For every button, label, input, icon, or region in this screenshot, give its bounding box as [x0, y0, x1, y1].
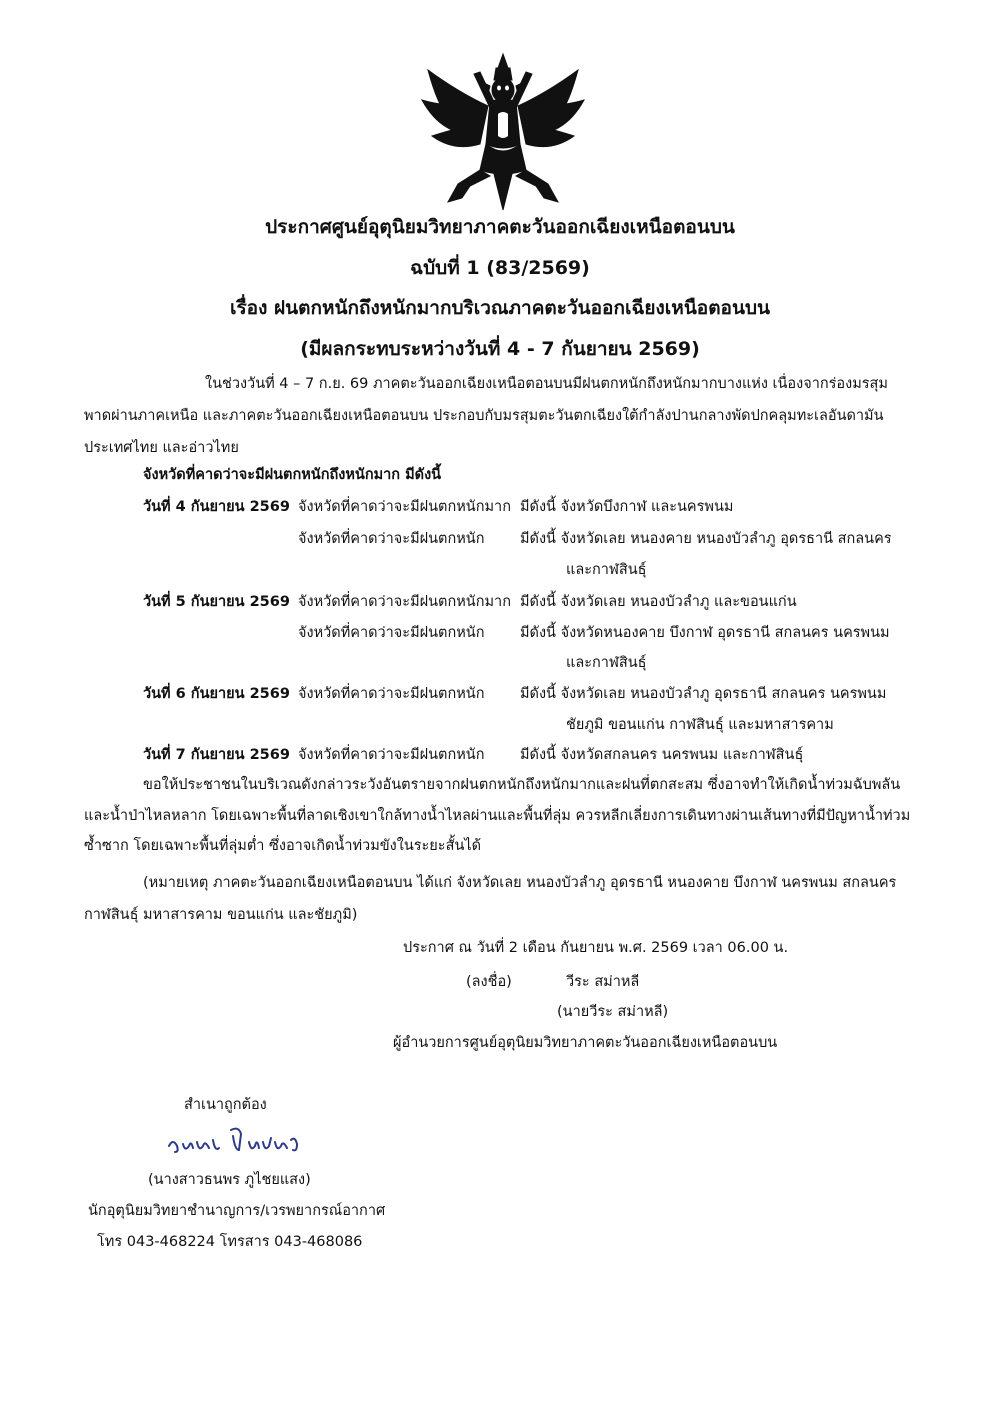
intro-line: ประเทศไทย และอ่าวไทย — [84, 440, 239, 456]
note-line: (หมายเหตุ ภาคตะวันออกเฉียงเหนือตอนบน ได้แก่ จังหวัดเลย หนองบัวลำภู อุดรธานี หนองคาย บึงกาฬ นครพนม สกลนคร — [143, 875, 897, 891]
forecast-provinces: มีดังนี้ จังหวัดเลย หนองบัวลำภู อุดรธานี สกลนคร นครพนม — [520, 686, 887, 702]
forecast-category: จังหวัดที่คาดว่าจะมีฝนตกหนักมาก — [298, 594, 511, 610]
forecast-provinces: และกาฬสินธุ์ — [566, 655, 647, 671]
forecast-provinces: ชัยภูมิ ขอนแก่น กาฬสินธุ์ และมหาสารคาม — [566, 717, 834, 733]
forecast-date: วันที่ 4 กันยายน 2569 — [143, 499, 290, 515]
forecast-provinces: มีดังนี้ จังหวัดเลย หนองบัวลำภู และขอนแก่น — [520, 594, 797, 610]
forecast-provinces: มีดังนี้ จังหวัดบึงกาฬ และนครพนม — [520, 499, 734, 515]
subject-line: เรื่อง ฝนตกหนักถึงหนักมากบริเวณภาคตะวันออกเฉียงเหนือตอนบน — [229, 297, 770, 319]
forecast-date: วันที่ 6 กันยายน 2569 — [143, 686, 290, 702]
signer-signature: วีระ สม่าหลี — [566, 974, 640, 990]
warning-line: ขอให้ประชาชนในบริเวณดังกล่าวระวังอันตรายจากฝนตกหนักถึงหนักมากและฝนที่ตกสะสม ซึ่งอาจทำให้เกิดน้ำท่วมฉับพลัน — [143, 777, 901, 793]
certified-copy-label: สำเนาถูกต้อง — [184, 1097, 267, 1113]
copy-signer-position: นักอุตุนิยมวิทยาชำนาญการ/เวรพยากรณ์อากาศ — [88, 1203, 386, 1219]
forecast-provinces: มีดังนี้ จังหวัดหนองคาย บึงกาฬ อุดรธานี สกลนคร นครพนม — [520, 625, 890, 641]
announcement-date: ประกาศ ณ วันที่ 2 เดือน กันยายน พ.ศ. 2569 เวลา 06.00 น. — [403, 940, 789, 956]
copy-signer-name: (นางสาวธนพร ภูไชยแสง) — [148, 1172, 311, 1188]
handwritten-signature — [165, 1124, 305, 1158]
forecast-category: จังหวัดที่คาดว่าจะมีฝนตกหนัก — [298, 625, 485, 641]
forecast-provinces: มีดังนี้ จังหวัดสกลนคร นครพนม และกาฬสินธุ์ — [520, 747, 804, 763]
forecast-category: จังหวัดที่คาดว่าจะมีฝนตกหนัก — [298, 686, 485, 702]
forecast-provinces: และกาฬสินธุ์ — [566, 562, 647, 578]
intro-line: พาดผ่านภาคเหนือ และภาคตะวันออกเฉียงเหนือตอนบน ประกอบกับมรสุมตะวันตกเฉียงใต้กำลังปานกลางพัดปกคลุมทะเลอันดามัน — [84, 408, 884, 424]
forecast-category: จังหวัดที่คาดว่าจะมีฝนตกหนักมาก — [298, 499, 511, 515]
signer-name: (นายวีระ สม่าหลี) — [557, 1004, 669, 1020]
warning-line: และน้ำป่าไหลหลาก โดยเฉพาะพื้นที่ลาดเชิงเขาใกล้ทางน้ำไหลผ่านและพื้นที่ลุ่ม ควรหลีกเลี่ยงการเดินทางผ่านเส้นทางที่มีปัญหาน้ำท่วม — [84, 808, 911, 824]
provinces-heading: จังหวัดที่คาดว่าจะมีฝนตกหนักถึงหนักมาก มีดังนี้ — [143, 467, 442, 483]
forecast-date: วันที่ 7 กันยายน 2569 — [143, 747, 290, 763]
signer-title: ผู้อำนวยการศูนย์อุตุนิยมวิทยาภาคตะวันออกเฉียงเหนือตอนบน — [393, 1035, 778, 1051]
forecast-category: จังหวัดที่คาดว่าจะมีฝนตกหนัก — [298, 747, 485, 763]
contact-numbers: โทร 043-468224 โทรสาร 043-468086 — [97, 1234, 363, 1250]
garuda-emblem-icon — [418, 52, 588, 212]
intro-line: ในช่วงวันที่ 4 – 7 ก.ย. 69 ภาคตะวันออกเฉียงเหนือตอนบนมีฝนตกหนักถึงหนักมากบางแห่ง เนื่องจากร่องมรสุม — [205, 376, 888, 392]
note-line: กาฬสินธุ์ มหาสารคาม ขอนแก่น และชัยภูมิ) — [84, 907, 358, 923]
forecast-category: จังหวัดที่คาดว่าจะมีฝนตกหนัก — [298, 531, 485, 547]
forecast-provinces: มีดังนี้ จังหวัดเลย หนองคาย หนองบัวลำภู อุดรธานี สกลนคร — [520, 531, 892, 547]
forecast-date: วันที่ 5 กันยายน 2569 — [143, 594, 290, 610]
effective-period: (มีผลกระทบระหว่างวันที่ 4 - 7 กันยายน 2569) — [300, 338, 700, 360]
issue-number: ฉบับที่ 1 (83/2569) — [410, 257, 590, 279]
warning-line: ซ้ำซาก โดยเฉพาะพื้นที่ลุ่มต่ำ ซึ่งอาจเกิดน้ำท่วมขังในระยะสั้นได้ — [84, 838, 482, 854]
signed-label: (ลงชื่อ) — [466, 974, 512, 990]
announcement-title: ประกาศศูนย์อุตุนิยมวิทยาภาคตะวันออกเฉียงเหนือตอนบน — [265, 216, 735, 238]
